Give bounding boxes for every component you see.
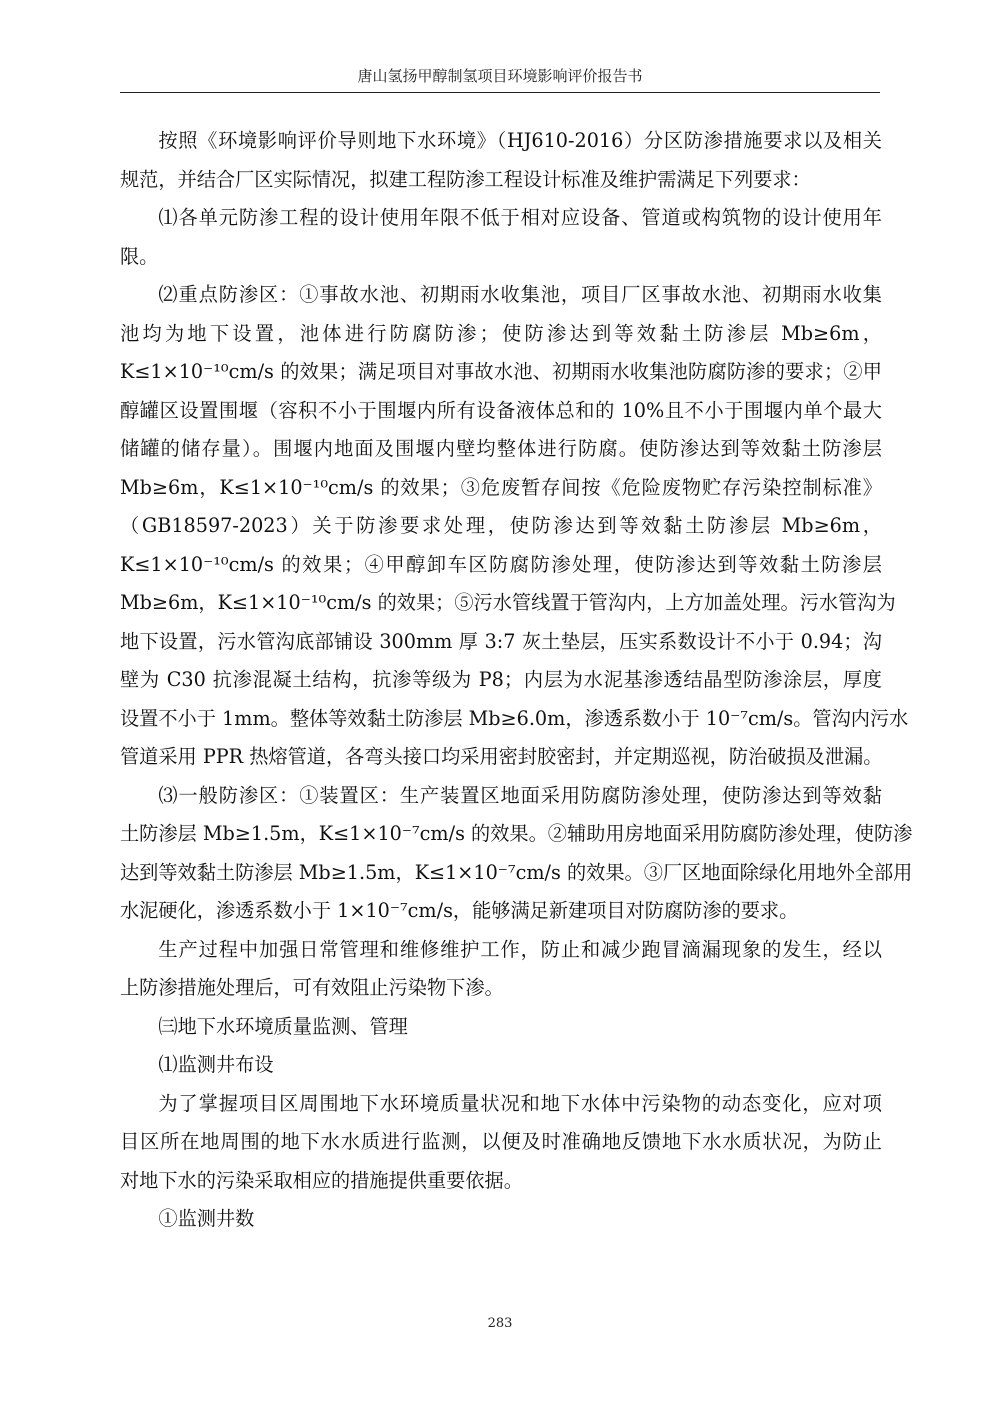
subsection-heading: ⑴监测井布设 [158,1053,274,1076]
text-line: 池均为地下设置，池体进行防腐防渗；使防渗达到等效黏土防渗层 Mb≥6m， [120,321,882,345]
text-line: 达到等效黏土防渗层 Mb≥1.5m，K≤1×10⁻⁷cm/s 的效果。③厂区地面除绿化用地外全部用 [120,860,913,884]
text-line: ⑵重点防渗区：①事故水池、初期雨水收集池，项目厂区事故水池、初期雨水收集 [158,283,882,306]
text-line: 壁为 C30 抗渗混凝土结构，抗渗等级为 P8；内层为水泥基渗透结晶型防渗涂层，厚度 [120,668,882,691]
text-line: ⑴各单元防渗工程的设计使用年限不低于相对应设备、管道或构筑物的设计使用年 [158,206,882,229]
production-paragraph [120,931,882,1008]
text-line: 储罐的储存量）。围堰内地面及围堰内壁均整体进行防腐。使防渗达到等效黏土防渗层 [120,437,882,460]
item-1-paragraph [120,199,882,276]
text-line: 土防渗层 Mb≥1.5m，K≤1×10⁻⁷cm/s 的效果。②辅助用房地面采用防腐防渗处理，使防渗 [120,822,913,845]
page-number: 283 [487,1316,513,1331]
item-2-paragraph [120,276,909,777]
text-line: 醇罐区设置围堰（容积不小于围堰内所有设备液体总和的 10%且不小于围堰内单个最大 [120,398,882,422]
text-line: 为了掌握项目区周围地下水环境质量状况和地下水体中污染物的动态变化，应对项 [158,1091,882,1115]
text-line: 设置不小于 1mm。整体等效黏土防渗层 Mb≥6.0m，渗透系数小于 10⁻⁷cm/s。管沟内污水 [120,706,909,730]
text-line: 管道采用 PPR 热熔管道，各弯头接口均采用密封胶密封，并定期巡视，防治破损及泄漏。 [120,745,883,768]
text-line: K≤1×10⁻¹⁰cm/s 的效果；满足项目对事故水池、初期雨水收集池防腐防渗的要求；②甲 [120,360,882,383]
text-line: 限。 [120,244,159,268]
intro-paragraph [120,122,882,199]
text-line: 生产过程中加强日常管理和维修维护工作，防止和减少跑冒滴漏现象的发生，经以 [158,937,882,961]
header-divider [120,92,880,93]
text-line: K≤1×10⁻¹⁰cm/s 的效果；④甲醇卸车区防腐防渗处理，使防渗达到等效黏土防渗层 [120,552,882,576]
item-3-paragraph [120,777,913,931]
document-body [120,122,913,1239]
monitoring-paragraph [120,1085,882,1201]
item-heading: ①监测井数 [158,1207,255,1230]
text-line: Mb≥6m，K≤1×10⁻¹⁰cm/s 的效果；③危废暂存间按《危险废物贮存污染控制标准》 [120,475,882,499]
text-line: 水泥硬化，渗透系数小于 1×10⁻⁷cm/s，能够满足新建项目对防腐防渗的要求。 [120,899,799,922]
text-line: 按照《环境影响评价导则地下水环境》（HJ610-2016）分区防渗措施要求以及相关 [158,129,882,152]
running-header: 唐山氢扬甲醇制氢项目环境影响评价报告书 [357,67,643,85]
text-line: （GB18597-2023）关于防渗要求处理，使防渗达到等效黏土防渗层 Mb≥6m， [120,514,882,537]
text-line: Mb≥6m，K≤1×10⁻¹⁰cm/s 的效果；⑤污水管线置于管沟内，上方加盖处理。污水管沟为 [120,591,896,614]
text-line: 规范，并结合厂区实际情况，拟建工程防渗工程设计标准及维护需满足下列要求： [120,167,811,191]
text-line: ⑶一般防渗区：①装置区：生产装置区地面采用防腐防渗处理，使防渗达到等效黏 [158,783,882,807]
text-line: 目区所在地周围的地下水水质进行监测，以便及时准确地反馈地下水水质状况，为防止 [120,1130,882,1153]
text-line: 地下设置，污水管沟底部铺设 300mm 厚 3:7 灰土垫层，压实系数设计不小于 0.94；沟 [120,629,882,653]
section-heading: ㈢地下水环境质量监测、管理 [158,1014,408,1038]
text-line: 对地下水的污染采取相应的措施提供重要依据。 [120,1168,523,1192]
text-line: 上防渗措施处理后，可有效阻止污染物下渗。 [120,976,504,999]
